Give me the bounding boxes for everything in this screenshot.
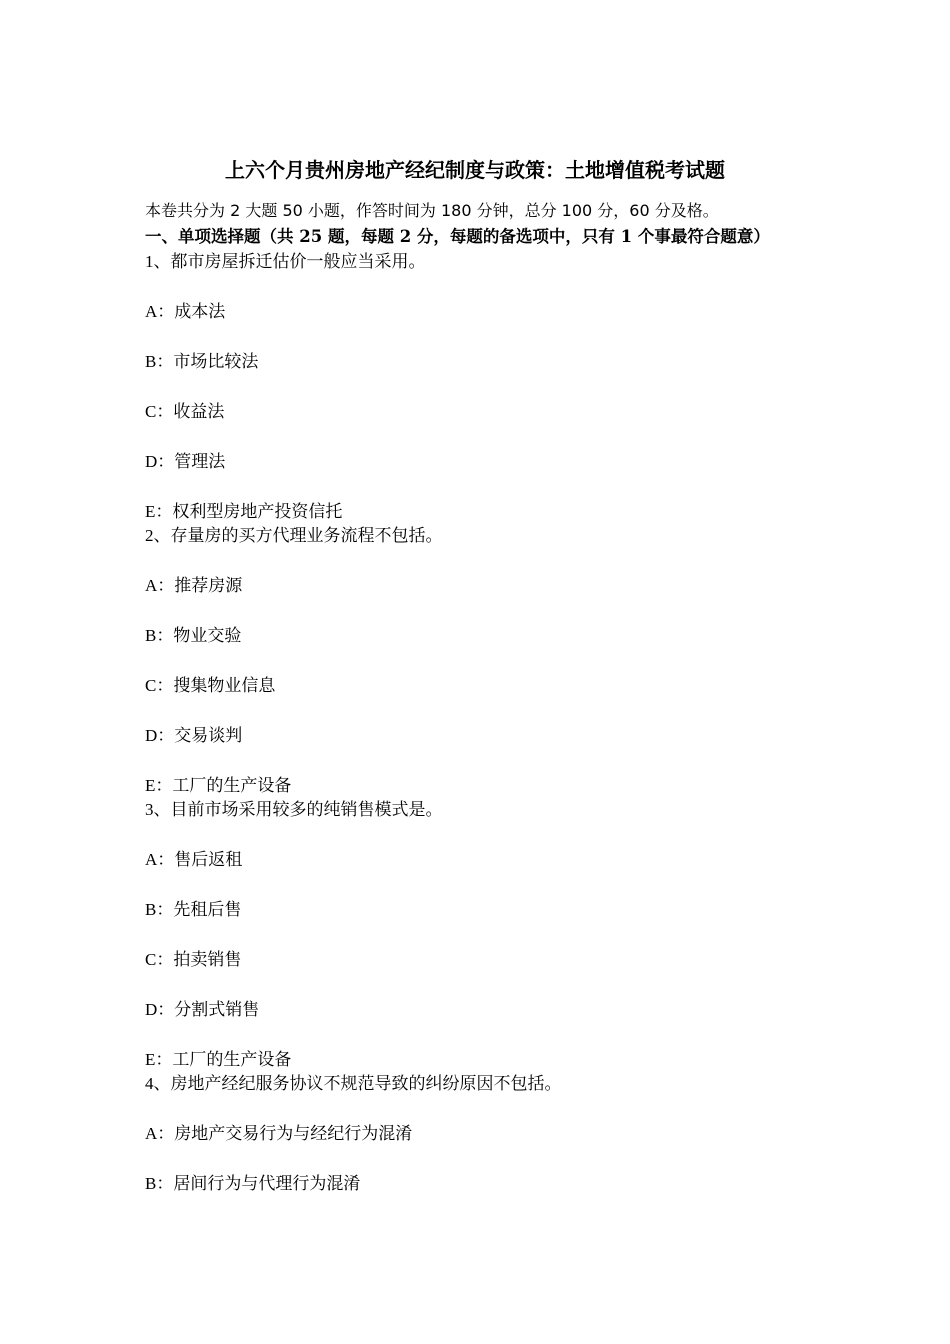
option-d: D：分割式销售: [145, 1000, 260, 1019]
question-text: 3、目前市场采用较多的纯销售模式是。: [145, 800, 443, 819]
option-b: B：市场比较法: [145, 352, 259, 371]
option-c: C：收益法: [145, 402, 225, 421]
option-e: E：工厂的生产设备: [145, 776, 292, 795]
option-d: D：管理法: [145, 452, 226, 471]
document-title: 上六个月贵州房地产经纪制度与政策：土地增值税考试题: [225, 158, 725, 182]
option-a: A：房地产交易行为与经纪行为混淆: [145, 1124, 413, 1143]
option-b: B：物业交验: [145, 626, 242, 645]
option-a: A：推荐房源: [145, 576, 243, 595]
option-a: A：成本法: [145, 302, 226, 321]
option-d: D：交易谈判: [145, 726, 243, 745]
option-e: E：权利型房地产投资信托: [145, 502, 343, 521]
question-2: [145, 524, 815, 798]
question-text: 4、房地产经纪服务协议不规范导致的纠纷原因不包括。: [145, 1074, 562, 1093]
question-text: 2、存量房的买方代理业务流程不包括。: [145, 526, 443, 545]
question-4: [145, 1072, 815, 1196]
option-b: B：居间行为与代理行为混淆: [145, 1174, 361, 1193]
option-c: C：搜集物业信息: [145, 676, 276, 695]
question-3: [145, 798, 815, 1072]
option-e: E：工厂的生产设备: [145, 1050, 292, 1069]
exam-intro: 本卷共分为 2 大题 50 小题，作答时间为 180 分钟，总分 100 分，60 分及格。: [145, 201, 719, 220]
document-content: [145, 152, 815, 1196]
question-1: [145, 250, 815, 524]
option-b: B：先租后售: [145, 900, 242, 919]
section-heading: 一、单项选择题（共 25 题，每题 2 分，每题的备选项中，只有 1 个事最符合题意）: [145, 227, 770, 246]
question-text: 1、都市房屋拆迁估价一般应当采用。: [145, 252, 426, 271]
option-a: A：售后返租: [145, 850, 243, 869]
option-c: C：拍卖销售: [145, 950, 242, 969]
